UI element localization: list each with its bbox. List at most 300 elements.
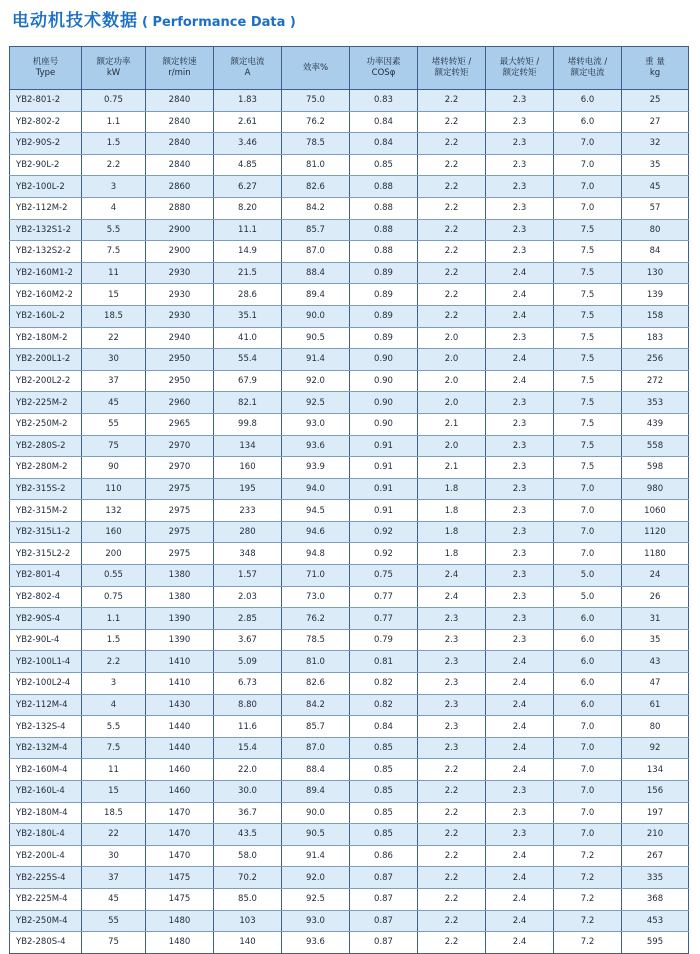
table-cell: 2950	[146, 349, 214, 371]
table-cell: 90.0	[282, 305, 350, 327]
table-cell: 45	[82, 888, 146, 910]
table-cell: 595	[622, 932, 689, 954]
table-cell: 2.3	[418, 716, 486, 738]
table-row	[10, 219, 689, 241]
table-cell: 92.5	[282, 888, 350, 910]
table-cell: 11.6	[214, 716, 282, 738]
table-row	[10, 90, 689, 112]
table-cell: 2.3	[486, 802, 554, 824]
table-cell: 5.5	[82, 219, 146, 241]
table-cell: 8.20	[214, 197, 282, 219]
table-cell: 7.2	[554, 867, 622, 889]
table-cell: 93.6	[282, 435, 350, 457]
table-cell: YB2-315M-2	[10, 500, 82, 522]
table-cell: 7.0	[554, 154, 622, 176]
table-cell: 1470	[146, 802, 214, 824]
column-header	[418, 47, 486, 90]
table-cell: 0.55	[82, 565, 146, 587]
table-row	[10, 133, 689, 155]
table-cell: 368	[622, 888, 689, 910]
table-cell: 35	[622, 154, 689, 176]
table-cell: 81.0	[282, 154, 350, 176]
table-cell: 75	[82, 932, 146, 954]
table-cell: 7.5	[554, 284, 622, 306]
table-cell: 2930	[146, 284, 214, 306]
table-cell: 15	[82, 284, 146, 306]
table-cell: 2.3	[486, 219, 554, 241]
table-cell: 4	[82, 694, 146, 716]
table-cell: YB2-90L-2	[10, 154, 82, 176]
table-row	[10, 521, 689, 543]
column-header	[486, 47, 554, 90]
table-cell: 7.0	[554, 133, 622, 155]
table-cell: 76.2	[282, 608, 350, 630]
table-cell: 2940	[146, 327, 214, 349]
table-cell: 0.85	[350, 824, 418, 846]
table-cell: 2.2	[418, 176, 486, 198]
table-cell: YB2-250M-2	[10, 413, 82, 435]
table-cell: 2.3	[418, 608, 486, 630]
table-cell: 0.85	[350, 781, 418, 803]
table-cell: 7.5	[554, 262, 622, 284]
table-cell: 2840	[146, 111, 214, 133]
table-cell: 2.61	[214, 111, 282, 133]
table-cell: 1390	[146, 608, 214, 630]
table-cell: 134	[622, 759, 689, 781]
column-header-label: 额定转速	[162, 57, 197, 67]
table-cell: 25	[622, 90, 689, 112]
table-cell: 76.2	[282, 111, 350, 133]
table-cell: 1.83	[214, 90, 282, 112]
table-cell: 0.84	[350, 111, 418, 133]
table-cell: 2.2	[418, 867, 486, 889]
table-row	[10, 802, 689, 824]
table-cell: 7.5	[554, 457, 622, 479]
table-cell: 2.03	[214, 586, 282, 608]
performance-data-table	[9, 46, 689, 954]
table-cell: 2.3	[486, 154, 554, 176]
table-cell: 2.4	[486, 716, 554, 738]
column-header	[622, 47, 689, 90]
table-cell: YB2-250M-4	[10, 910, 82, 932]
table-cell: YB2-112M-2	[10, 197, 82, 219]
table-row	[10, 565, 689, 587]
table-cell: 2.2	[82, 154, 146, 176]
table-cell: 91.4	[282, 349, 350, 371]
table-cell: 280	[214, 521, 282, 543]
table-cell: 87.0	[282, 737, 350, 759]
table-cell: 7.0	[554, 543, 622, 565]
table-cell: 7.5	[554, 370, 622, 392]
table-cell: 1380	[146, 565, 214, 587]
table-cell: 80	[622, 219, 689, 241]
table-cell: 5.0	[554, 586, 622, 608]
table-row	[10, 608, 689, 630]
column-header	[282, 47, 350, 90]
column-header-label: 最大转矩 /	[499, 57, 540, 67]
table-row	[10, 111, 689, 133]
table-body	[10, 90, 689, 954]
table-cell: 5.5	[82, 716, 146, 738]
table-cell: 0.81	[350, 651, 418, 673]
table-cell: 2.2	[418, 241, 486, 263]
table-cell: 2840	[146, 133, 214, 155]
table-cell: 2.2	[418, 824, 486, 846]
table-cell: 2.3	[486, 629, 554, 651]
column-header	[214, 47, 282, 90]
table-cell: 2975	[146, 478, 214, 500]
table-cell: YB2-180L-4	[10, 824, 82, 846]
table-cell: 2.4	[486, 694, 554, 716]
table-cell: 37	[82, 370, 146, 392]
column-header-label: 效率%	[302, 62, 329, 73]
table-cell: YB2-225S-4	[10, 867, 82, 889]
table-cell: 2.4	[418, 565, 486, 587]
table-cell: 0.91	[350, 478, 418, 500]
table-cell: 3.67	[214, 629, 282, 651]
table-cell: 0.84	[350, 716, 418, 738]
column-header	[10, 47, 82, 90]
table-cell: 7.0	[554, 197, 622, 219]
table-cell: 2.3	[486, 133, 554, 155]
table-cell: YB2-802-4	[10, 586, 82, 608]
table-cell: 7.2	[554, 932, 622, 954]
table-cell: 85.0	[214, 888, 282, 910]
table-cell: 36.7	[214, 802, 282, 824]
table-cell: 7.0	[554, 176, 622, 198]
table-cell: 1.8	[418, 478, 486, 500]
table-cell: 84.2	[282, 694, 350, 716]
table-row	[10, 262, 689, 284]
table-cell: YB2-315L1-2	[10, 521, 82, 543]
table-cell: 2900	[146, 219, 214, 241]
table-row	[10, 694, 689, 716]
table-header	[10, 47, 689, 90]
table-cell: 1.1	[82, 111, 146, 133]
table-cell: 2.3	[486, 90, 554, 112]
table-cell: 30.0	[214, 781, 282, 803]
table-row	[10, 284, 689, 306]
table-cell: 22.0	[214, 759, 282, 781]
table-cell: 88.4	[282, 262, 350, 284]
table-row	[10, 543, 689, 565]
table-cell: 1.8	[418, 543, 486, 565]
table-cell: 58.0	[214, 845, 282, 867]
table-cell: 0.89	[350, 284, 418, 306]
table-row	[10, 435, 689, 457]
table-cell: 2.0	[418, 349, 486, 371]
table-cell: 80	[622, 716, 689, 738]
table-cell: 0.85	[350, 737, 418, 759]
table-cell: 2.3	[418, 651, 486, 673]
table-cell: 2.2	[418, 781, 486, 803]
table-cell: 11	[82, 262, 146, 284]
table-cell: 2840	[146, 90, 214, 112]
table-cell: 1.8	[418, 521, 486, 543]
table-cell: 7.0	[554, 802, 622, 824]
table-cell: 15	[82, 781, 146, 803]
table-cell: 2880	[146, 197, 214, 219]
table-cell: 73.0	[282, 586, 350, 608]
table-cell: 7.5	[554, 327, 622, 349]
table-cell: 2965	[146, 413, 214, 435]
table-cell: 21.5	[214, 262, 282, 284]
table-row	[10, 824, 689, 846]
table-row	[10, 413, 689, 435]
table-cell: YB2-132M-4	[10, 737, 82, 759]
table-cell: 82.6	[282, 176, 350, 198]
table-cell: 92.5	[282, 392, 350, 414]
table-cell: 139	[622, 284, 689, 306]
table-cell: 1460	[146, 781, 214, 803]
table-cell: 0.91	[350, 435, 418, 457]
table-cell: 183	[622, 327, 689, 349]
table-cell: 7.2	[554, 888, 622, 910]
table-cell: 84	[622, 241, 689, 263]
table-cell: 0.90	[350, 392, 418, 414]
table-cell: 22	[82, 824, 146, 846]
table-cell: 2.4	[486, 349, 554, 371]
table-row	[10, 781, 689, 803]
table-cell: 0.75	[82, 90, 146, 112]
table-cell: 92	[622, 737, 689, 759]
table-cell: 31	[622, 608, 689, 630]
table-cell: 7.0	[554, 521, 622, 543]
table-row	[10, 327, 689, 349]
table-cell: 2975	[146, 500, 214, 522]
table-cell: 0.85	[350, 759, 418, 781]
table-cell: 2.4	[486, 759, 554, 781]
table-cell: 6.27	[214, 176, 282, 198]
table-cell: 2.1	[418, 457, 486, 479]
table-cell: 2.3	[486, 608, 554, 630]
table-cell: 93.0	[282, 910, 350, 932]
table-row	[10, 910, 689, 932]
table-cell: 267	[622, 845, 689, 867]
page-title	[12, 6, 296, 31]
table-cell: 43.5	[214, 824, 282, 846]
table-cell: 2.2	[418, 845, 486, 867]
table-cell: 94.6	[282, 521, 350, 543]
table-cell: YB2-280S-4	[10, 932, 82, 954]
table-cell: 0.89	[350, 327, 418, 349]
table-cell: 6.0	[554, 90, 622, 112]
column-header-label: 功率因素	[366, 57, 401, 67]
table-cell: 0.82	[350, 673, 418, 695]
table-cell: 0.75	[350, 565, 418, 587]
table-cell: 7.5	[82, 241, 146, 263]
table-cell: 2.3	[418, 629, 486, 651]
table-cell: 5.0	[554, 565, 622, 587]
table-cell: 160	[82, 521, 146, 543]
table-cell: 30	[82, 349, 146, 371]
table-cell: 1480	[146, 910, 214, 932]
table-cell: 1.5	[82, 133, 146, 155]
table-row	[10, 845, 689, 867]
table-cell: 2.2	[418, 759, 486, 781]
table-cell: 0.83	[350, 90, 418, 112]
table-cell: 2930	[146, 262, 214, 284]
table-cell: 1060	[622, 500, 689, 522]
table-cell: 7.2	[554, 845, 622, 867]
table-cell: 6.73	[214, 673, 282, 695]
table-cell: 94.8	[282, 543, 350, 565]
table-cell: 81.0	[282, 651, 350, 673]
table-cell: 45	[82, 392, 146, 414]
title-english: ( Performance Data )	[142, 15, 296, 30]
table-row	[10, 197, 689, 219]
table-row	[10, 716, 689, 738]
table-cell: 78.5	[282, 133, 350, 155]
table-cell: YB2-160M1-2	[10, 262, 82, 284]
table-cell: 7.5	[554, 241, 622, 263]
table-cell: 2.2	[418, 219, 486, 241]
table-cell: 2.4	[486, 262, 554, 284]
table-cell: 0.77	[350, 586, 418, 608]
table-cell: YB2-200L1-2	[10, 349, 82, 371]
table-cell: 1440	[146, 737, 214, 759]
table-cell: 0.89	[350, 262, 418, 284]
table-cell: 2.3	[486, 543, 554, 565]
table-cell: 2.4	[486, 305, 554, 327]
table-cell: 7.5	[82, 737, 146, 759]
table-row	[10, 457, 689, 479]
table-cell: YB2-160L-2	[10, 305, 82, 327]
table-cell: 2.4	[418, 586, 486, 608]
table-cell: 2.3	[486, 392, 554, 414]
table-cell: 1120	[622, 521, 689, 543]
table-cell: 55.4	[214, 349, 282, 371]
table-cell: YB2-100L-2	[10, 176, 82, 198]
table-cell: 353	[622, 392, 689, 414]
table-cell: 90.5	[282, 327, 350, 349]
table-cell: 2.3	[486, 824, 554, 846]
table-cell: 8.80	[214, 694, 282, 716]
table-cell: 2.3	[486, 457, 554, 479]
table-cell: 37	[82, 867, 146, 889]
table-cell: 2.3	[486, 413, 554, 435]
table-cell: 2.2	[418, 90, 486, 112]
table-cell: 28.6	[214, 284, 282, 306]
table-cell: 0.87	[350, 888, 418, 910]
table-cell: 132	[82, 500, 146, 522]
header-row	[10, 47, 689, 90]
table-cell: 2.3	[486, 327, 554, 349]
table-row	[10, 349, 689, 371]
table-cell: 2.2	[418, 154, 486, 176]
table-cell: YB2-801-2	[10, 90, 82, 112]
table-cell: 2.1	[418, 413, 486, 435]
table-cell: 0.91	[350, 457, 418, 479]
table-cell: 197	[622, 802, 689, 824]
table-cell: YB2-160M-4	[10, 759, 82, 781]
table-cell: 7.5	[554, 305, 622, 327]
table-cell: 0.88	[350, 241, 418, 263]
table-cell: 7.0	[554, 737, 622, 759]
table-cell: YB2-802-2	[10, 111, 82, 133]
column-header	[82, 47, 146, 90]
table-cell: 2975	[146, 543, 214, 565]
table-cell: 35.1	[214, 305, 282, 327]
table-cell: 41.0	[214, 327, 282, 349]
table-cell: 1180	[622, 543, 689, 565]
table-cell: 85.7	[282, 219, 350, 241]
column-header	[350, 47, 418, 90]
table-cell: 2970	[146, 457, 214, 479]
table-cell: 7.0	[554, 824, 622, 846]
table-cell: 67.9	[214, 370, 282, 392]
table-cell: 6.0	[554, 629, 622, 651]
table-cell: YB2-801-4	[10, 565, 82, 587]
column-header-unit: COSφ	[371, 68, 396, 78]
table-cell: 0.89	[350, 305, 418, 327]
table-cell: 2.3	[418, 673, 486, 695]
table-cell: 2.2	[418, 910, 486, 932]
table-cell: 0.90	[350, 370, 418, 392]
table-cell: 0.85	[350, 154, 418, 176]
table-cell: 0.87	[350, 932, 418, 954]
table-cell: 160	[214, 457, 282, 479]
table-cell: YB2-100L2-4	[10, 673, 82, 695]
table-cell: 2.2	[82, 651, 146, 673]
table-cell: 2.4	[486, 845, 554, 867]
table-cell: 7.0	[554, 781, 622, 803]
table-cell: 2.4	[486, 737, 554, 759]
table-cell: 0.91	[350, 500, 418, 522]
table-cell: 2.4	[486, 673, 554, 695]
table-cell: YB2-315L2-2	[10, 543, 82, 565]
table-cell: 89.4	[282, 781, 350, 803]
table-cell: 2860	[146, 176, 214, 198]
table-cell: 2.3	[418, 737, 486, 759]
table-cell: 1475	[146, 867, 214, 889]
column-header-unit: 额定转矩	[434, 68, 469, 78]
table-cell: 93.9	[282, 457, 350, 479]
table-cell: 82.6	[282, 673, 350, 695]
table-cell: 233	[214, 500, 282, 522]
table-cell: 35	[622, 629, 689, 651]
table-cell: 1.1	[82, 608, 146, 630]
table-cell: 2.3	[486, 197, 554, 219]
table-cell: YB2-160L-4	[10, 781, 82, 803]
table-cell: 92.0	[282, 867, 350, 889]
table-cell: 57	[622, 197, 689, 219]
table-cell: 90.0	[282, 802, 350, 824]
table-cell: 6.0	[554, 694, 622, 716]
table-cell: 94.0	[282, 478, 350, 500]
column-header-unit: kg	[649, 68, 661, 78]
table-cell: 335	[622, 867, 689, 889]
table-cell: 0.87	[350, 910, 418, 932]
table-cell: 99.8	[214, 413, 282, 435]
table-cell: 0.90	[350, 349, 418, 371]
table-cell: 2.3	[486, 478, 554, 500]
table-cell: 0.85	[350, 802, 418, 824]
column-header-unit: 额定转矩	[502, 68, 537, 78]
table-cell: 2.85	[214, 608, 282, 630]
table-cell: YB2-280S-2	[10, 435, 82, 457]
table-cell: 61	[622, 694, 689, 716]
table-cell: 2.3	[486, 586, 554, 608]
table-cell: 22	[82, 327, 146, 349]
table-cell: YB2-112M-4	[10, 694, 82, 716]
table-cell: YB2-200L2-2	[10, 370, 82, 392]
table-cell: 11	[82, 759, 146, 781]
table-cell: 45	[622, 176, 689, 198]
table-cell: YB2-100L1-4	[10, 651, 82, 673]
table-cell: 2950	[146, 370, 214, 392]
table-cell: 156	[622, 781, 689, 803]
